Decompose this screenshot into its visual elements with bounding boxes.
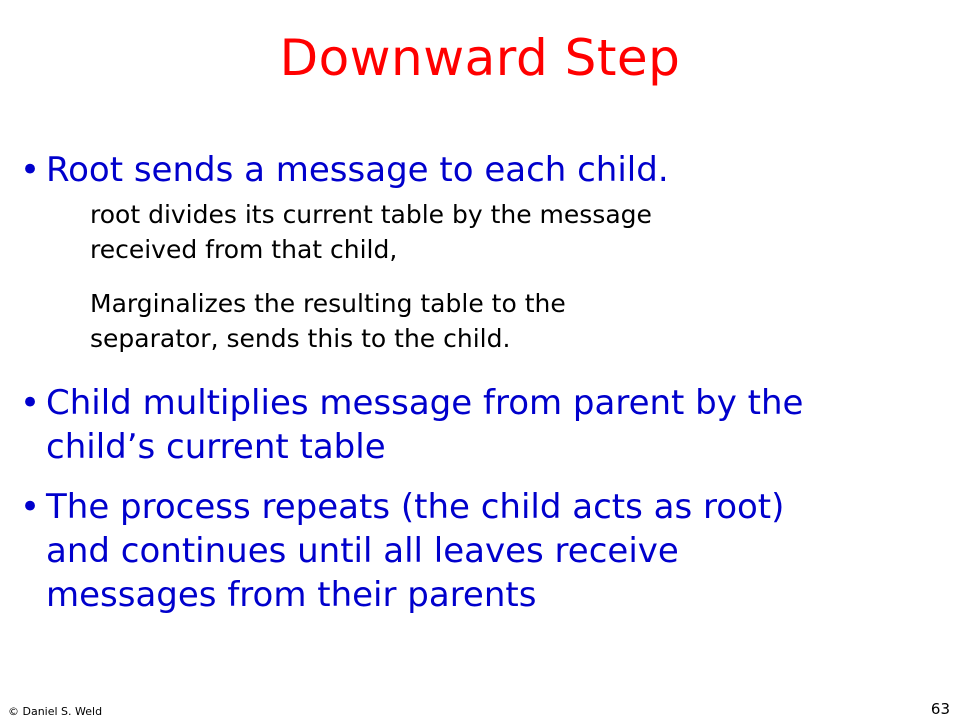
- page-number: 63: [930, 700, 950, 718]
- bullet-2-line-2: child’s current table: [46, 427, 386, 467]
- bullet-marker: •: [20, 383, 41, 423]
- bullet-3-text: [46, 485, 946, 617]
- sub-bullet-1-line-2: received from that child,: [90, 235, 398, 264]
- sub-bullet-2: [90, 286, 910, 356]
- bullet-1-text: [46, 148, 946, 192]
- bullet-1-line-1: Root sends a message to each child.: [46, 150, 669, 190]
- bullet-3-line-1: The process repeats (the child acts as root): [46, 487, 785, 527]
- bullet-2-text: [46, 381, 946, 469]
- sub-bullet-2-line-2: separator, sends this to the child.: [90, 324, 511, 353]
- bullet-marker: •: [20, 487, 41, 527]
- bullet-2-line-1: Child multiplies message from parent by the: [46, 383, 804, 423]
- sub-bullet-1-line-1: root divides its current table by the message: [90, 200, 652, 229]
- copyright-notice: © Daniel S. Weld: [8, 705, 103, 718]
- bullet-marker: •: [20, 150, 41, 190]
- slide-title: Downward Step: [279, 29, 681, 87]
- bullet-3-line-3: messages from their parents: [46, 575, 537, 615]
- sub-bullet-2-line-1: Marginalizes the resulting table to the: [90, 289, 566, 318]
- bullet-3-line-2: and continues until all leaves receive: [46, 531, 679, 571]
- sub-bullet-1: [90, 197, 910, 267]
